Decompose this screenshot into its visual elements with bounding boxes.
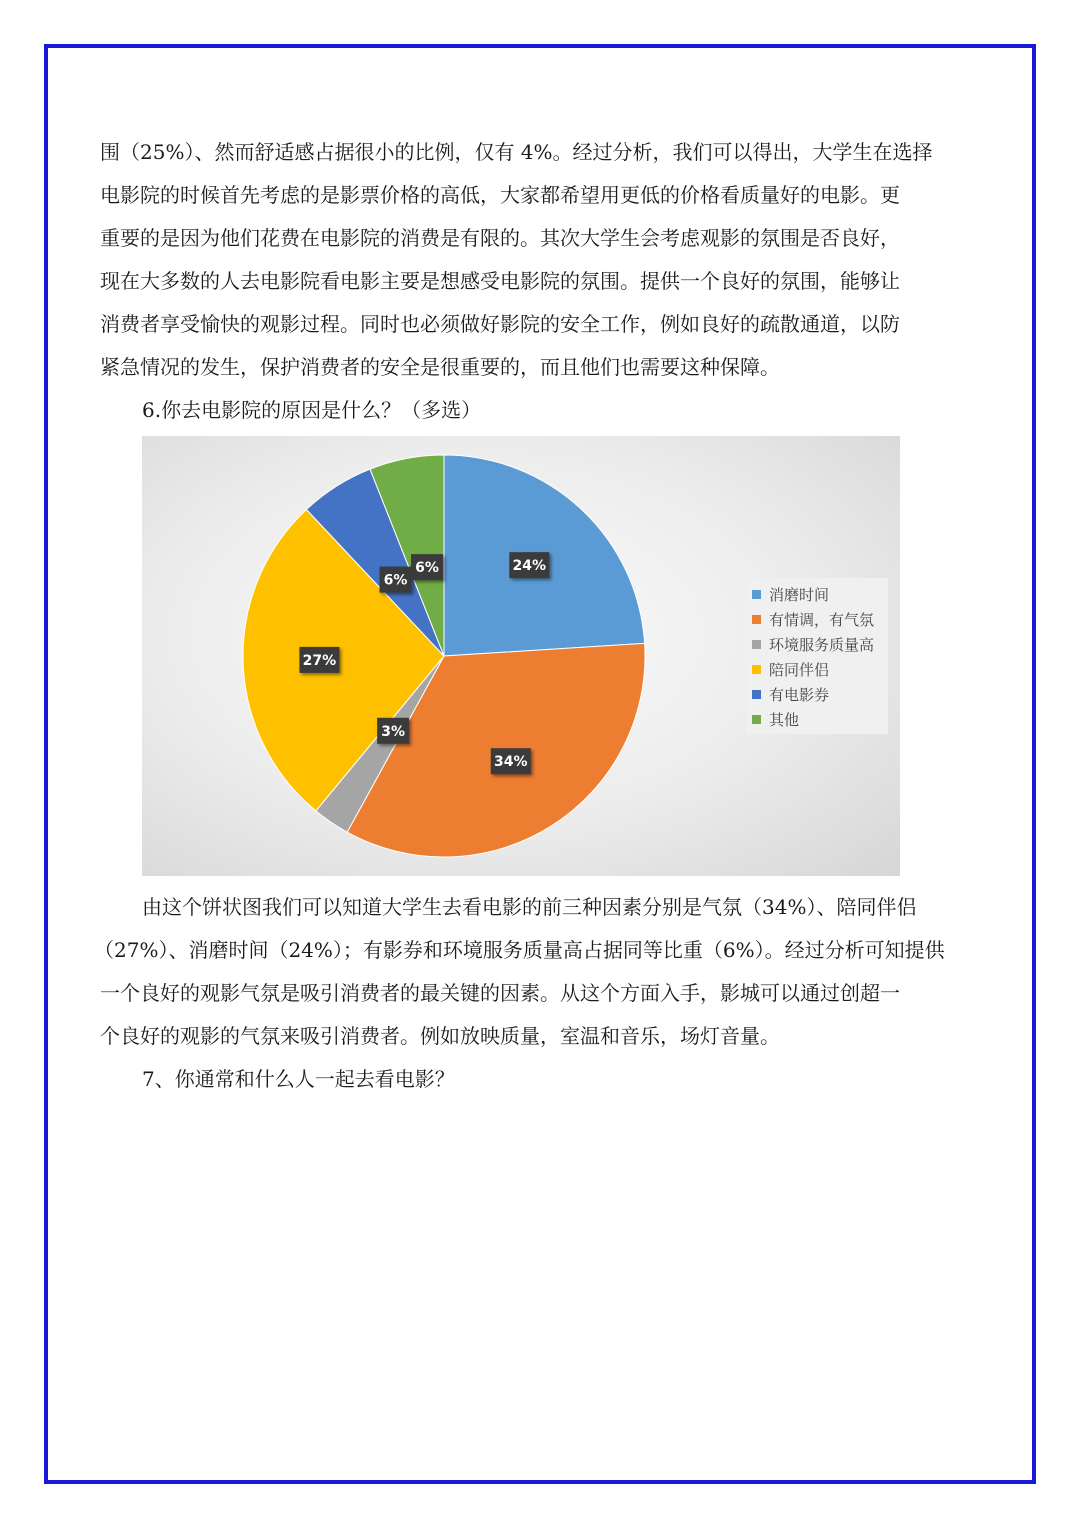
pie-label-text: 6% (383, 572, 408, 589)
pie-data-label (377, 718, 409, 744)
legend-label: 其他 (769, 710, 800, 729)
paragraph-conclusion (100, 886, 1026, 929)
pie-label-text: 6% (415, 560, 439, 577)
legend-swatch (752, 665, 761, 674)
legend-label: 陪同伴侣 (769, 660, 830, 679)
text-line: 重要的是因为他们花费在电影院的消费是有限的。其次大学生会考虑观影的氛围是否良好， (100, 226, 900, 250)
legend-label: 环境服务质量高 (769, 635, 875, 654)
legend-item (752, 683, 829, 705)
legend-label: 消磨时间 (769, 585, 830, 604)
pie-label-text: 34% (494, 754, 528, 771)
question-7-text: 7、你通常和什么人一起去看电影？ (142, 1067, 455, 1091)
legend-swatch (752, 690, 761, 699)
text-line: 消费者享受愉快的观影过程。同时也必须做好影院的安全工作，例如良好的疏散通道，以防 (100, 312, 900, 336)
legend-item (752, 583, 829, 605)
text-line: 一个良好的观影气氛是吸引消费者的最关键的因素。从这个方面入手，影城可以通过创超一 (100, 981, 900, 1005)
legend-label: 有情调，有气氛 (769, 610, 875, 629)
pie-data-label (509, 552, 549, 578)
pie-data-label (491, 748, 531, 774)
legend-swatch (752, 640, 761, 649)
text-line: 由这个饼状图我们可以知道大学生去看电影的前三种因素分别是气氛（34%）、陪同伴侣 (142, 895, 917, 919)
pie-data-label (380, 567, 412, 593)
legend-swatch (752, 590, 761, 599)
question-6-text: 6.你去电影院的原因是什么？（多选） (142, 398, 482, 422)
text-line: 围（25%）、然而舒适感占据很小的比例，仅有 4%。经过分析，我们可以得出，大学生在选择 (100, 140, 933, 164)
legend-item (752, 633, 874, 655)
text-line: 电影院的时候首先考虑的是影票价格的高低，大家都希望用更低的价格看质量好的电影。更 (100, 183, 900, 207)
question-7-heading (100, 1058, 1026, 1101)
text-line: 个良好的观影的气氛来吸引消费者。例如放映质量，室温和音乐，场灯音量。 (100, 1024, 780, 1048)
text-line: （27%）、消磨时间（24%）；有影券和环境服务质量高占据同等比重（6%）。经过分析可知提供 (94, 938, 945, 962)
legend-swatch (752, 715, 761, 724)
legend-item (752, 708, 799, 730)
legend-label: 有电影券 (769, 685, 830, 704)
pie-data-label (411, 554, 443, 580)
legend-item (752, 608, 874, 630)
text-line: 现在大多数的人去电影院看电影主要是想感受电影院的氛围。提供一个良好的氛围，能够让 (100, 269, 900, 293)
pie-data-label (299, 647, 339, 673)
pie-label-text: 27% (302, 652, 337, 669)
pie-label-text: 3% (381, 723, 406, 740)
paragraph-conclusion-cont (94, 929, 984, 1058)
legend-item (752, 658, 829, 680)
text-line: 紧急情况的发生，保护消费者的安全是很重要的，而且他们也需要这种保障。 (100, 355, 780, 379)
chart-legend (746, 578, 888, 734)
legend-swatch (752, 615, 761, 624)
pie-label-text: 24% (512, 558, 547, 575)
